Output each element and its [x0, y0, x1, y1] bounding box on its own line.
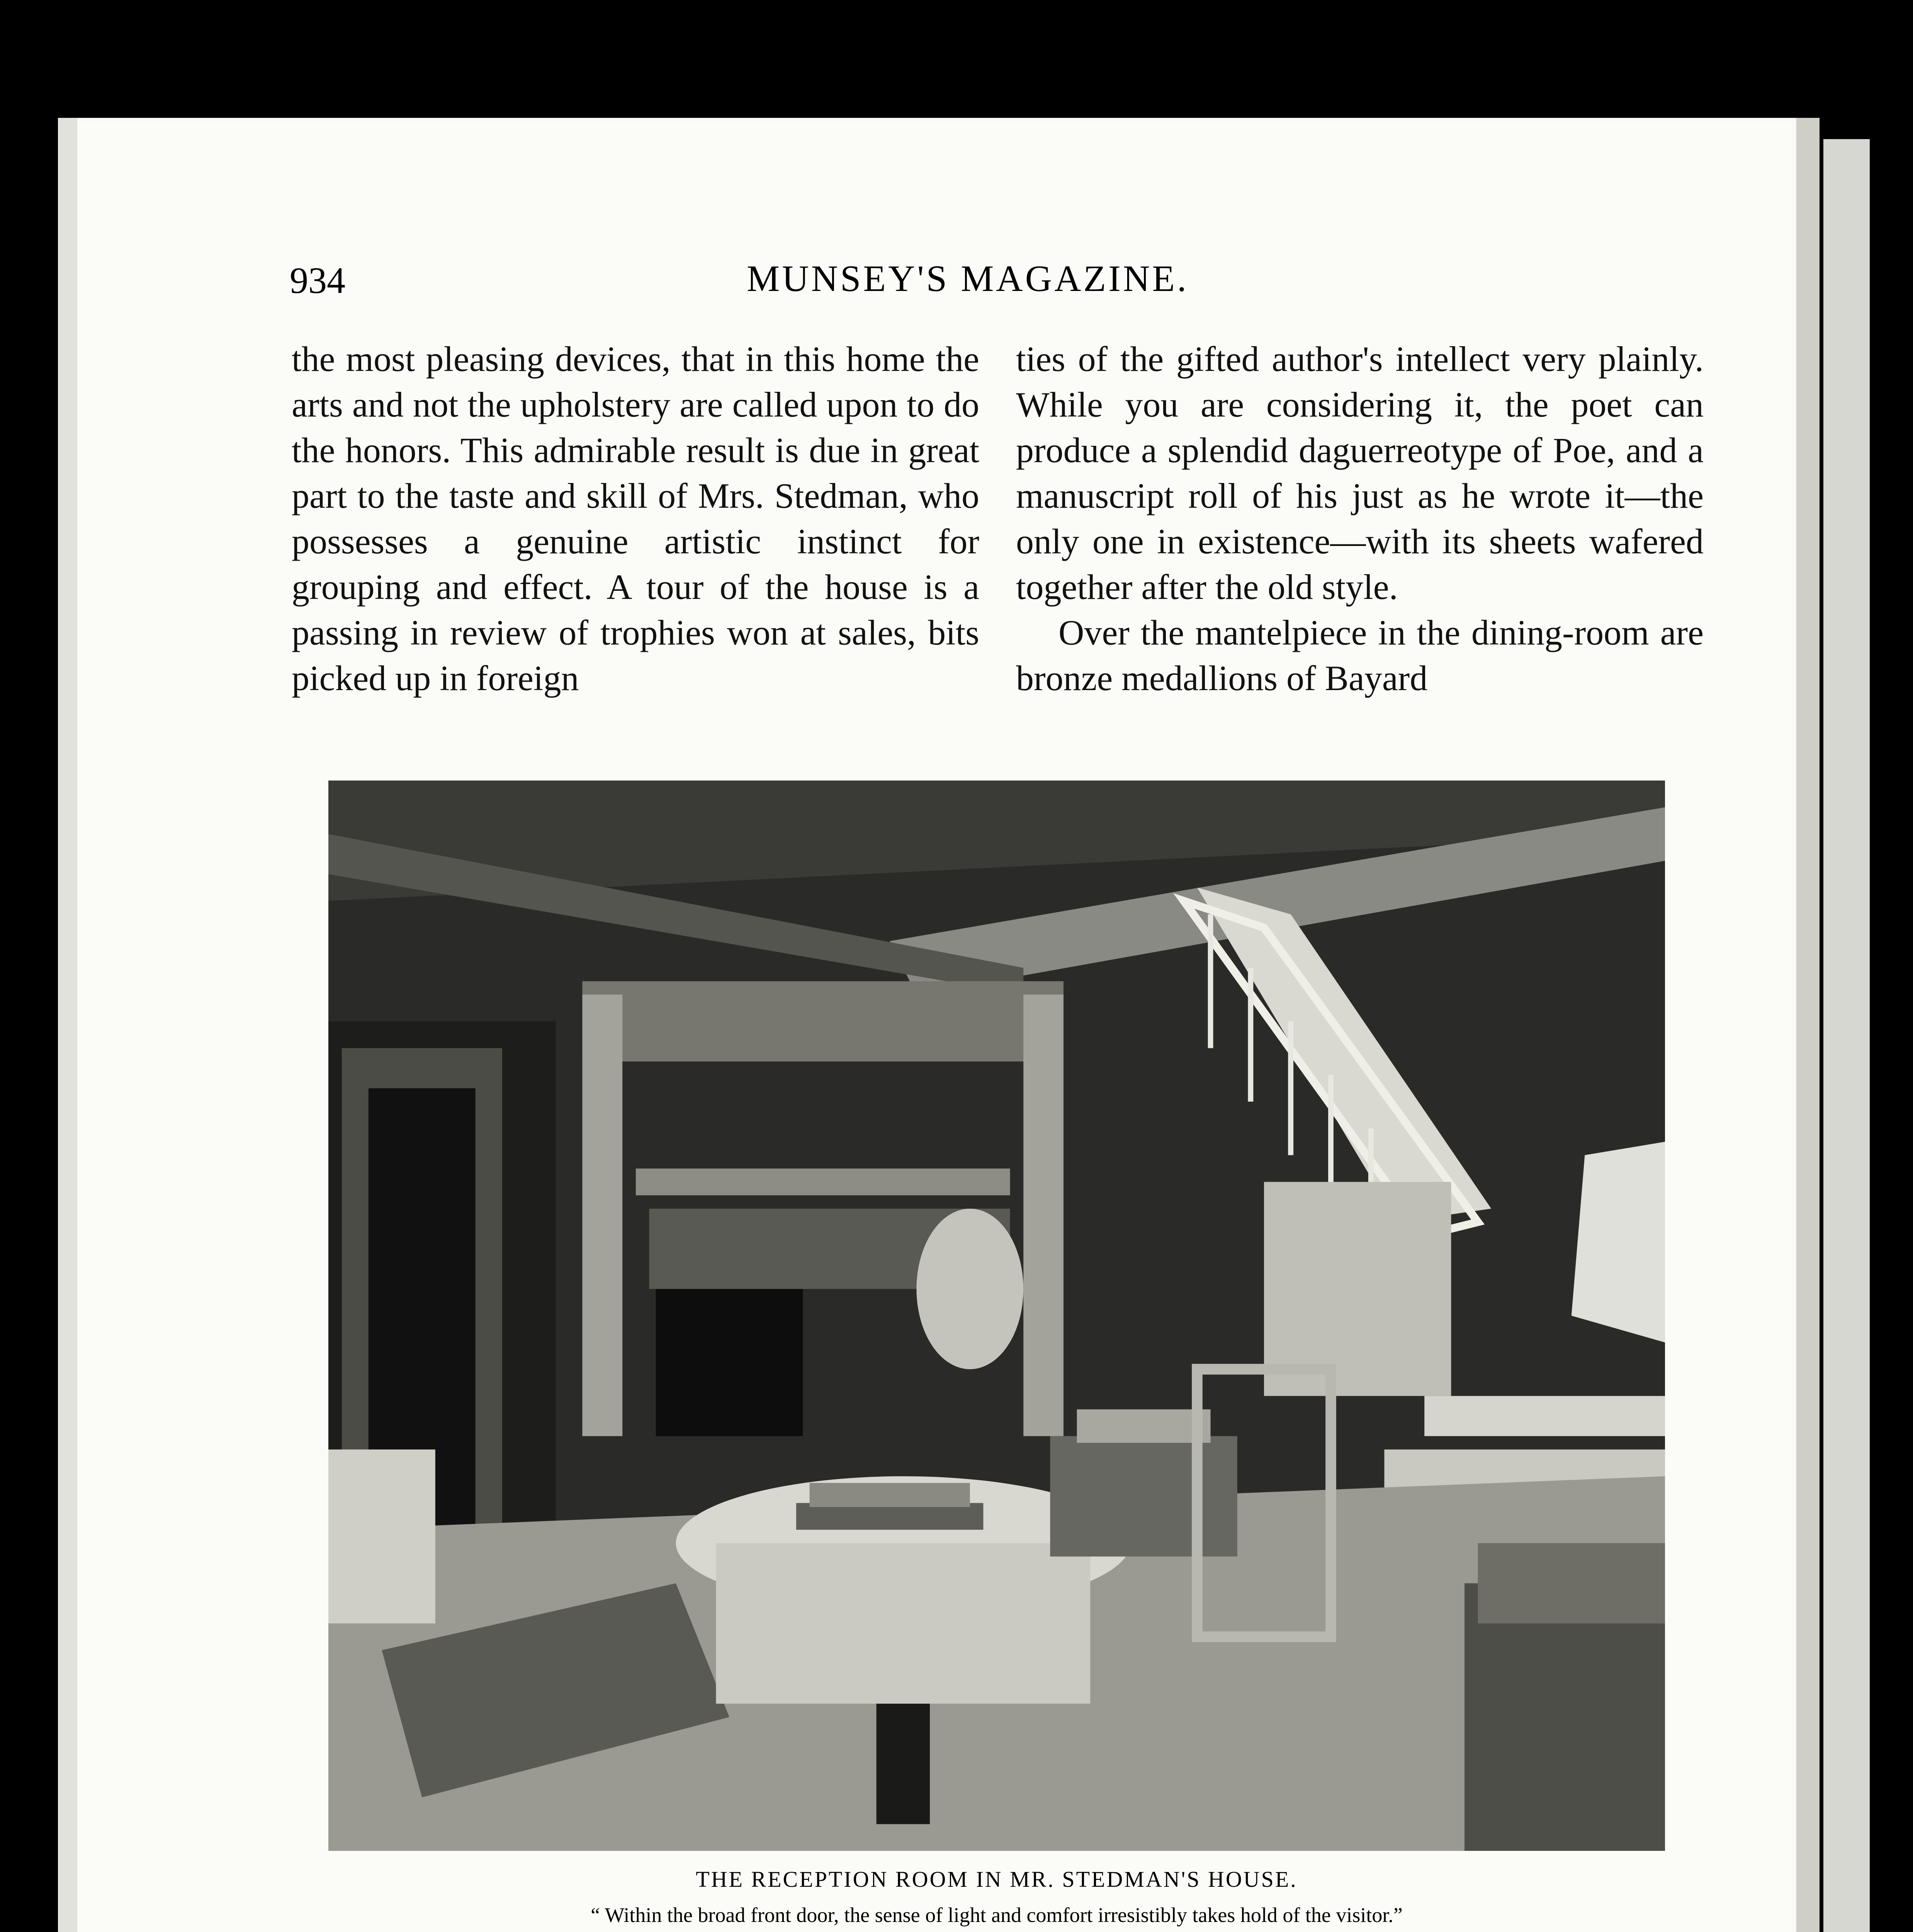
- paragraph: ties of the gifted author's intellect very plainly. While you are considering it, the poet can produce a splendid daguerreotype of Poe, and a manuscript roll of his just as he wrote it—the only one in existence—with its sheets wafered together after the old style.: [1016, 339, 1704, 607]
- page-header: [234, 255, 1702, 309]
- reception-room-photograph: [328, 781, 1665, 1851]
- page-binding-edge: [58, 118, 77, 1932]
- photo-illustration: [328, 781, 1665, 1851]
- facing-page-strip: [1823, 139, 1870, 1932]
- page-outer-edge: [1796, 118, 1820, 1932]
- column-top-right: [1016, 336, 1704, 701]
- paragraph: Over the mantelpiece in the dining-room are bronze medallions of Bayard: [1016, 613, 1704, 698]
- running-head: MUNSEY'S MAGAZINE.: [747, 258, 1189, 299]
- paragraph: the most pleasing devices, that in this home the arts and not the upholstery are called upon to do the honors. This admirable result is due in great part to the taste and skill of Mrs. Stedman, who possesses a genuine artistic instinct for grouping and effect. A tour of the house is a passing in review of trophies won at sales, bits picked up in foreign: [292, 339, 979, 698]
- figure-caption-quote: “ Within the broad front door, the sense of light and comfort irresistibly takes hold of the visitor.”: [591, 1903, 1403, 1927]
- page-number: 934: [290, 260, 345, 301]
- figure-caption-title: THE RECEPTION ROOM IN MR. STEDMAN'S HOUSE.: [696, 1867, 1298, 1892]
- column-top-left: [292, 336, 979, 701]
